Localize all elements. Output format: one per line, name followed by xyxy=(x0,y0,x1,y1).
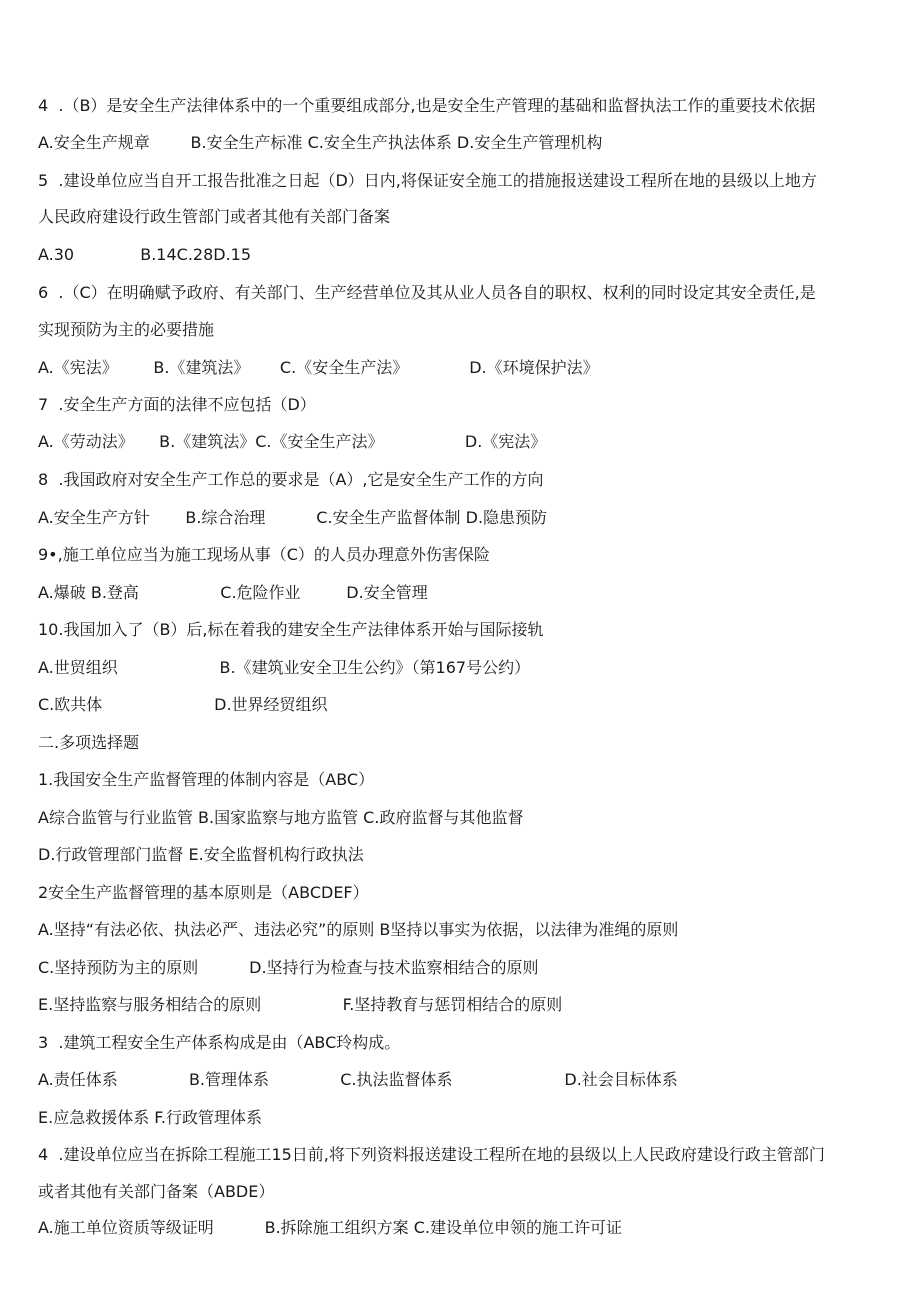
text-line: 8 .我国政府对安全生产工作总的要求是（A）,它是安全生产工作的方向 xyxy=(38,470,544,489)
section-heading: 二.多项选择题 xyxy=(38,733,140,752)
text-line: 10.我国加入了（B）后,标在着我的建安全生产法律体系开始与国际接轨 xyxy=(38,620,544,639)
text-line: A.30 B.14C.28D.15 xyxy=(38,245,252,264)
text-line: C.坚持预防为主的原则 D.坚持行为检查与技术监察相结合的原则 xyxy=(38,958,539,977)
text-line: 实现预防为主的必要措施 xyxy=(38,320,215,339)
text-line: A综合监管与行业监管 B.国家监察与地方监管 C.政府监督与其他监督 xyxy=(38,808,524,827)
text-line: A.安全生产方针 B.综合治理 C.安全生产监督体制 D.隐患预防 xyxy=(38,508,548,527)
text-line: E.坚持监察与服务相结合的原则 F.坚持教育与惩罚相结合的原则 xyxy=(38,995,563,1014)
text-line: A.世贸组织 B.《建筑业安全卫生公约》（第167号公约） xyxy=(38,658,531,677)
text-line: 7 .安全生产方面的法律不应包括（D） xyxy=(38,395,316,414)
text-line: 人民政府建设行政生管部门或者其他有关部门备案 xyxy=(38,207,391,226)
text-line: A.《宪法》 B.《建筑法》 C.《安全生产法》 D.《环境保护法》 xyxy=(38,358,599,377)
text-line: 6 .（C）在明确赋予政府、有关部门、生产经营单位及其从业人员各自的职权、权利的同时设定其安全责任,是 xyxy=(38,283,816,302)
text-line: A.坚持“有法必依、执法必严、违法必究”的原则 B坚持以事实为依据，以法律为准绳的原则 xyxy=(38,920,679,939)
text-line: A.施工单位资质等级证明 B.拆除施工组织方案 C.建设单位申领的施工许可证 xyxy=(38,1218,623,1237)
text-line: 2安全生产监督管理的基本原则是（ABCDEF） xyxy=(38,883,369,902)
text-line: A.责任体系 B.管理体系 C.执法监督体系 D.社会目标体系 xyxy=(38,1070,678,1089)
text-line: A.爆破 B.登高 C.危险作业 D.安全管理 xyxy=(38,583,428,602)
text-line: D.行政管理部门监督 E.安全监督机构行政执法 xyxy=(38,845,364,864)
text-line: A.安全生产规章 B.安全生产标准 C.安全生产执法体系 D.安全生产管理机构 xyxy=(38,133,603,152)
text-line: 4 .（B）是安全生产法律体系中的一个重要组成部分,也是安全生产管理的基础和监督执法工作的重要技术依据 xyxy=(38,96,816,115)
text-line: A.《劳动法》 B.《建筑法》C.《安全生产法》 D.《宪法》 xyxy=(38,432,547,451)
text-line: 1.我国安全生产监督管理的体制内容是（ABC） xyxy=(38,770,375,789)
text-line: 4 .建设单位应当在拆除工程施工15日前,将下列资料报送建设工程所在地的县级以上人民政府建设行政主管部门 xyxy=(38,1145,825,1164)
text-line: 3 .建筑工程安全生产体系构成是由（ABC玲构成。 xyxy=(38,1033,401,1052)
text-line: 9•,施工单位应当为施工现场从事（C）的人员办理意外伤害保险 xyxy=(38,545,490,564)
text-line: 或者其他有关部门备案（ABDE） xyxy=(38,1182,275,1201)
text-line: C.欧共体 D.世界经贸组织 xyxy=(38,695,328,714)
text-line: 5 .建设单位应当自开工报告批准之日起（D）日内,将保证安全施工的措施报送建设工程所在地的县级以上地方 xyxy=(38,171,817,190)
text-line: E.应急救援体系 F.行政管理体系 xyxy=(38,1108,263,1127)
